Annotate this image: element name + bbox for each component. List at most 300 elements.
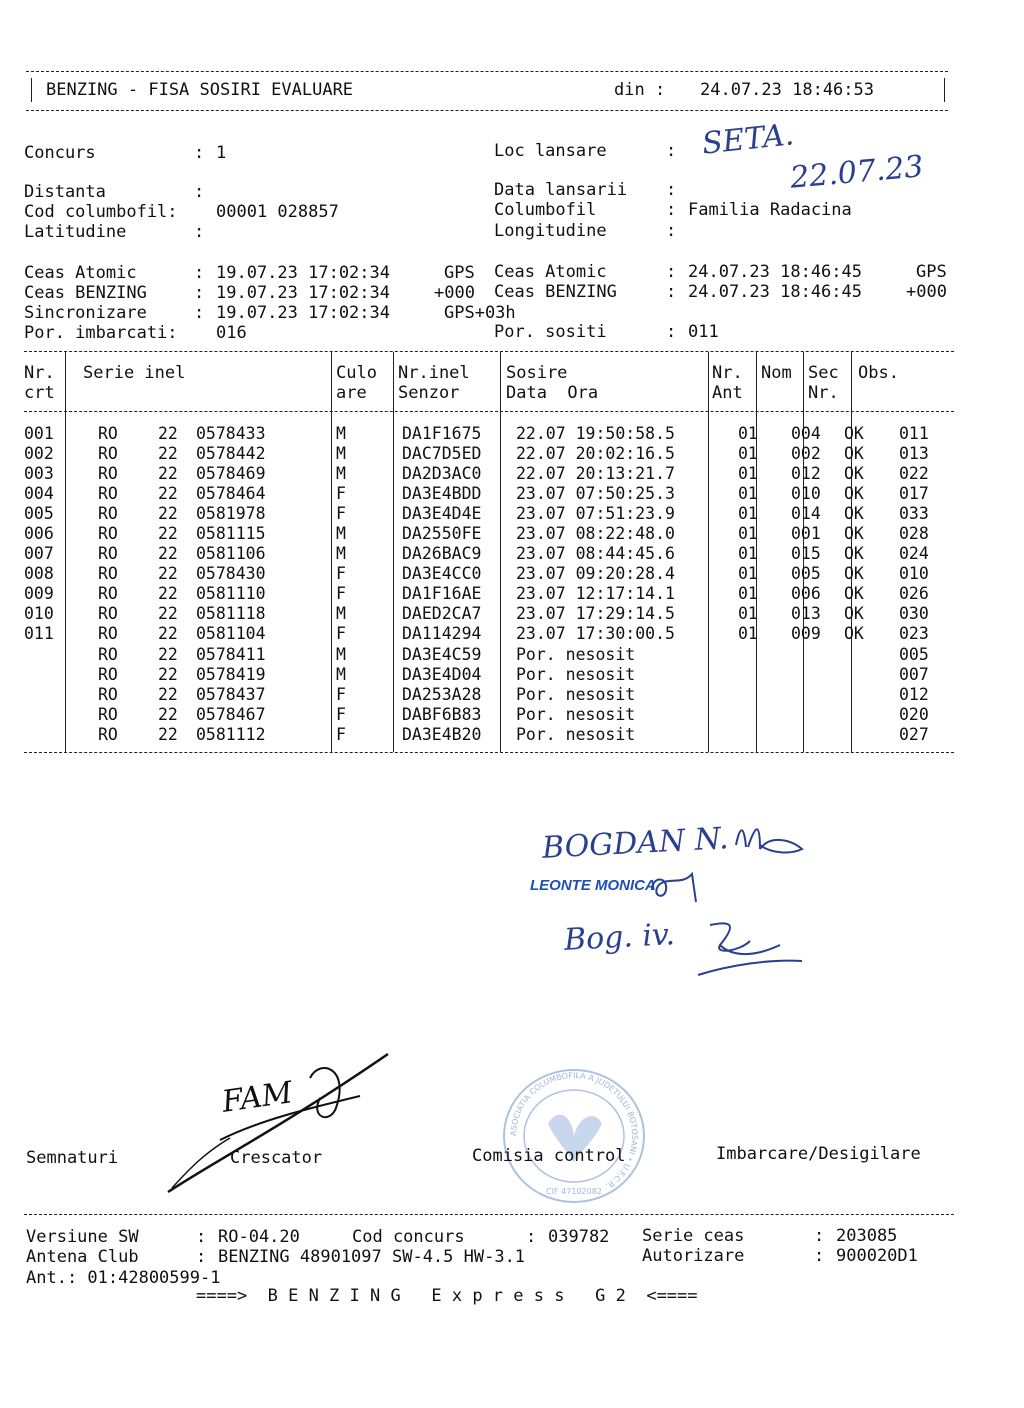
cell-tara: RO bbox=[98, 644, 118, 664]
serie-ceas-value: 203085 bbox=[836, 1226, 898, 1246]
cell-an: 22 bbox=[158, 604, 178, 624]
cell-sec: OK bbox=[844, 483, 864, 503]
colon: : bbox=[666, 221, 677, 241]
cell-inel: 0581106 bbox=[196, 544, 266, 564]
cell-nom: 009 bbox=[791, 624, 821, 644]
header-nr: Nr. bbox=[24, 363, 55, 383]
colon: : bbox=[194, 263, 205, 283]
cell-sex: F bbox=[336, 584, 346, 604]
cell-an: 22 bbox=[158, 584, 178, 604]
header-bottom-border bbox=[26, 110, 948, 111]
cell-nom: 010 bbox=[791, 483, 821, 503]
cell-sec: OK bbox=[844, 503, 864, 523]
cell-obs: 017 bbox=[899, 483, 929, 503]
loc-lansare-handwritten: SETA. bbox=[700, 117, 796, 162]
svg-text:ASOCIATIA COLUMBOFILA A JUDETU bbox=[509, 1071, 639, 1191]
cell-culo bbox=[364, 624, 398, 644]
cell-sosire: Por. nesosit bbox=[516, 724, 636, 744]
colon: : bbox=[196, 1247, 207, 1267]
cell-sosire: 23.07 08:44:45.6 bbox=[516, 544, 675, 564]
cell-tara: RO bbox=[98, 564, 118, 584]
header-right-border bbox=[944, 78, 945, 102]
cell-crt bbox=[24, 724, 90, 744]
cell-obs: 007 bbox=[899, 664, 929, 684]
cell-culo bbox=[364, 463, 398, 483]
cell-crt: 003 bbox=[24, 463, 54, 483]
cell-obs: 022 bbox=[899, 463, 929, 483]
imbarcati-value: 016 bbox=[216, 323, 247, 343]
crescator-signature-icon bbox=[160, 1048, 400, 1198]
cell-tara: RO bbox=[98, 624, 118, 644]
cell-tara: RO bbox=[98, 604, 118, 624]
cell-culo bbox=[364, 684, 398, 704]
cell-senzor: DA3E4D4E bbox=[402, 503, 482, 523]
colon: : bbox=[666, 282, 677, 302]
header-nr-inel: Nr.inel bbox=[398, 363, 470, 383]
cell-nom: 006 bbox=[791, 584, 821, 604]
cell-ant: 01 bbox=[738, 483, 758, 503]
cell-sec: OK bbox=[844, 524, 864, 544]
table-row bbox=[24, 564, 979, 584]
colon: : bbox=[194, 143, 205, 163]
cell-senzor: DA26BAC9 bbox=[402, 544, 482, 564]
cell-ant: 01 bbox=[738, 503, 758, 523]
cell-sosire: Por. nesosit bbox=[516, 704, 636, 724]
cell-culo bbox=[364, 724, 398, 744]
cell-culo bbox=[364, 483, 398, 503]
cell-senzor: DA2D3AC0 bbox=[402, 463, 482, 483]
colon: : bbox=[666, 262, 677, 282]
latitudine-label: Latitudine bbox=[24, 222, 127, 242]
cell-ant bbox=[722, 664, 786, 684]
imbarcati-label: Por. imbarcati: bbox=[24, 323, 178, 343]
header-data-ora: Data Ora bbox=[506, 383, 599, 403]
cell-senzor: DA114294 bbox=[402, 624, 482, 644]
cell-senzor: DA3E4CC0 bbox=[402, 564, 482, 584]
clock-left-label: Ceas BENZING bbox=[24, 283, 147, 303]
cell-an: 22 bbox=[158, 443, 178, 463]
cell-sex: M bbox=[336, 423, 346, 443]
cell-ant: 01 bbox=[738, 544, 758, 564]
cell-obs: 013 bbox=[899, 443, 929, 463]
cell-inel: 0581115 bbox=[196, 524, 266, 544]
data-lansarii-handwritten: 22.07.23 bbox=[788, 149, 925, 196]
cell-sex: F bbox=[336, 564, 346, 584]
cell-an: 22 bbox=[158, 724, 178, 744]
cell-senzor: DA253A28 bbox=[402, 684, 482, 704]
cell-inel: 0578433 bbox=[196, 423, 266, 443]
clock-right-value: 24.07.23 18:46:45 bbox=[688, 262, 862, 282]
cell-an: 22 bbox=[158, 684, 178, 704]
cell-ant bbox=[722, 724, 786, 744]
cell-senzor: DA1F1675 bbox=[402, 423, 482, 443]
table-row bbox=[24, 664, 979, 684]
cell-sex: M bbox=[336, 524, 346, 544]
cell-inel: 0581978 bbox=[196, 503, 266, 523]
clock-left-value: 19.07.23 17:02:34 bbox=[216, 263, 390, 283]
header-senzor: Senzor bbox=[398, 383, 460, 403]
cod-concurs-label: Cod concurs bbox=[352, 1227, 465, 1247]
table-row bbox=[24, 724, 979, 744]
colon: : bbox=[194, 283, 205, 303]
cell-culo bbox=[364, 523, 398, 543]
cell-sosire: Por. nesosit bbox=[516, 684, 636, 704]
cell-nom: 005 bbox=[791, 564, 821, 584]
table-bottom-border bbox=[24, 752, 954, 753]
loc-lansare-label: Loc lansare bbox=[494, 141, 607, 161]
clock-right-suffix: +000 bbox=[906, 282, 947, 302]
cell-an: 22 bbox=[158, 644, 178, 664]
colon: : bbox=[814, 1246, 825, 1266]
cell-sec: OK bbox=[844, 624, 864, 644]
cell-sosire: 22.07 19:50:58.5 bbox=[516, 423, 675, 443]
cell-crt: 001 bbox=[24, 423, 54, 443]
cell-inel: 0578437 bbox=[196, 684, 266, 704]
sositi-value: 011 bbox=[688, 322, 719, 342]
arrivals-table bbox=[24, 423, 979, 745]
header-nr-ant: Nr. bbox=[712, 363, 743, 383]
cell-ant: 01 bbox=[738, 624, 758, 644]
cell-senzor: DA3E4B20 bbox=[402, 724, 482, 744]
concurs-label: Concurs bbox=[24, 143, 96, 163]
cell-an: 22 bbox=[158, 704, 178, 724]
header-ant: Ant bbox=[712, 383, 743, 403]
cell-tara: RO bbox=[98, 664, 118, 684]
cell-senzor: DA3E4C59 bbox=[402, 644, 482, 664]
cell-tara: RO bbox=[98, 704, 118, 724]
clock-left-value: 19.07.23 17:02:34 bbox=[216, 283, 390, 303]
arrivals-table-body bbox=[24, 423, 979, 745]
cell-crt: 009 bbox=[24, 584, 54, 604]
cell-sex: M bbox=[336, 604, 346, 624]
cell-an: 22 bbox=[158, 463, 178, 483]
cell-sosire: 23.07 17:29:14.5 bbox=[516, 604, 675, 624]
colon: : bbox=[194, 303, 205, 323]
cell-crt: 008 bbox=[24, 564, 54, 584]
cell-sec: OK bbox=[844, 544, 864, 564]
cell-sex: M bbox=[336, 443, 346, 463]
cell-sec bbox=[839, 664, 892, 684]
cell-crt bbox=[24, 644, 90, 664]
data-lansarii-label: Data lansarii bbox=[494, 180, 628, 200]
cell-ant: 01 bbox=[738, 443, 758, 463]
cell-sex: M bbox=[336, 544, 346, 564]
cell-nom: 014 bbox=[791, 503, 821, 523]
cell-nom: 004 bbox=[791, 423, 821, 443]
header-crt: crt bbox=[24, 383, 55, 403]
cell-obs: 033 bbox=[899, 503, 929, 523]
cell-nom bbox=[786, 644, 839, 664]
colon: : bbox=[194, 222, 205, 242]
cell-nom: 013 bbox=[791, 604, 821, 624]
cell-ant: 01 bbox=[738, 463, 758, 483]
signature-scribble-icon bbox=[690, 915, 810, 985]
cell-senzor: DA3E4BDD bbox=[402, 483, 482, 503]
cell-sosire: 23.07 17:30:00.5 bbox=[516, 624, 675, 644]
cell-culo bbox=[364, 644, 398, 664]
cell-ant: 01 bbox=[738, 564, 758, 584]
cell-culo bbox=[364, 664, 398, 684]
cell-tara: RO bbox=[98, 584, 118, 604]
colon: : bbox=[666, 141, 677, 161]
cell-sosire: Por. nesosit bbox=[516, 644, 636, 664]
cell-inel: 0578419 bbox=[196, 664, 266, 684]
header-sosire: Sosire bbox=[506, 363, 568, 383]
colon: : bbox=[666, 180, 677, 200]
cell-tara: RO bbox=[98, 684, 118, 704]
colon: : bbox=[526, 1227, 537, 1247]
benzing-express-brand: ====> B E N Z I N G E x p r e s s G 2 <==== bbox=[196, 1286, 698, 1306]
cell-sex: M bbox=[336, 463, 346, 483]
clock-left-value: 19.07.23 17:02:34 bbox=[216, 303, 390, 323]
stamp-cif-text: CIF 47102082 bbox=[546, 1187, 602, 1196]
cell-sosire: 22.07 20:02:16.5 bbox=[516, 443, 675, 463]
colon: : bbox=[196, 1227, 207, 1247]
cell-crt: 002 bbox=[24, 443, 54, 463]
cell-sex: M bbox=[336, 664, 346, 684]
sositi-label: Por. sositi bbox=[494, 322, 607, 342]
cell-an: 22 bbox=[158, 423, 178, 443]
cell-sec: OK bbox=[844, 584, 864, 604]
cell-inel: 0578464 bbox=[196, 483, 266, 503]
cell-nom: 001 bbox=[791, 524, 821, 544]
header-are: are bbox=[336, 383, 367, 403]
cell-tara: RO bbox=[98, 423, 118, 443]
colon: : bbox=[194, 182, 205, 202]
cell-crt bbox=[24, 664, 90, 684]
cell-nom: 015 bbox=[791, 544, 821, 564]
table-row bbox=[24, 483, 979, 503]
cell-nom bbox=[786, 664, 839, 684]
versiune-value: RO-04.20 bbox=[218, 1227, 300, 1247]
cell-senzor: DA1F16AE bbox=[402, 584, 482, 604]
cell-tara: RO bbox=[98, 443, 118, 463]
versiune-label: Versiune SW bbox=[26, 1227, 139, 1247]
cell-culo bbox=[364, 423, 398, 443]
cell-sec bbox=[839, 684, 892, 704]
cell-ant: 01 bbox=[738, 524, 758, 544]
cell-tara: RO bbox=[98, 463, 118, 483]
cell-sec bbox=[839, 704, 892, 724]
semnaturi-label: Semnaturi bbox=[26, 1148, 119, 1168]
table-row bbox=[24, 463, 979, 483]
cell-crt bbox=[24, 704, 90, 724]
cell-sosire: 23.07 08:22:48.0 bbox=[516, 524, 675, 544]
clock-left-suffix: GPS bbox=[444, 263, 475, 283]
table-row bbox=[24, 503, 979, 523]
clock-right-suffix: GPS bbox=[916, 262, 947, 282]
cell-inel: 0578467 bbox=[196, 704, 266, 724]
concurs-value: 1 bbox=[216, 143, 227, 163]
table-row bbox=[24, 443, 979, 463]
table-row bbox=[24, 544, 979, 564]
cell-obs: 005 bbox=[899, 644, 929, 664]
cell-an: 22 bbox=[158, 524, 178, 544]
cell-sex: M bbox=[336, 644, 346, 664]
cell-sosire: 22.07 20:13:21.7 bbox=[516, 463, 675, 483]
cell-an: 22 bbox=[158, 564, 178, 584]
cell-inel: 0581118 bbox=[196, 604, 266, 624]
cell-culo bbox=[364, 604, 398, 624]
cod-concurs-value: 039782 bbox=[548, 1227, 610, 1247]
ant-line: Ant.: 01:42800599-1 bbox=[26, 1268, 221, 1288]
date-label: din : bbox=[614, 80, 666, 100]
cell-sosire: 23.07 07:50:25.3 bbox=[516, 483, 675, 503]
table-row bbox=[24, 584, 979, 604]
comisia-control-label: Comisia control bbox=[472, 1146, 626, 1166]
table-row bbox=[24, 523, 979, 543]
header-sec: Sec bbox=[808, 363, 839, 383]
cell-crt: 004 bbox=[24, 483, 54, 503]
cell-an: 22 bbox=[158, 664, 178, 684]
date-value: 24.07.23 18:46:53 bbox=[700, 80, 874, 100]
clock-right-label: Ceas Atomic bbox=[494, 262, 607, 282]
cell-ant: 01 bbox=[738, 604, 758, 624]
clock-left-label: Sincronizare bbox=[24, 303, 147, 323]
document-title: BENZING - FISA SOSIRI EVALUARE bbox=[46, 80, 354, 100]
cell-nom: 002 bbox=[791, 443, 821, 463]
header-top-border bbox=[26, 71, 948, 72]
cell-sex: F bbox=[336, 483, 346, 503]
table-row bbox=[24, 624, 979, 644]
cod-columbofil-value: 00001 028857 bbox=[216, 202, 339, 222]
cell-sosire: Por. nesosit bbox=[516, 664, 636, 684]
columbofil-label: Columbofil bbox=[494, 200, 597, 220]
cell-obs: 020 bbox=[899, 704, 929, 724]
cell-crt: 010 bbox=[24, 604, 54, 624]
cell-sec bbox=[839, 724, 892, 744]
cod-columbofil-label: Cod columbofil: bbox=[24, 202, 178, 222]
cell-sec: OK bbox=[844, 463, 864, 483]
cell-culo bbox=[364, 584, 398, 604]
cell-sec: OK bbox=[844, 604, 864, 624]
antena-label: Antena Club bbox=[26, 1247, 139, 1267]
cell-obs: 011 bbox=[899, 423, 929, 443]
cell-inel: 0578469 bbox=[196, 463, 266, 483]
cell-ant bbox=[722, 644, 786, 664]
cell-an: 22 bbox=[158, 483, 178, 503]
cell-obs: 027 bbox=[899, 724, 929, 744]
cell-sex: F bbox=[336, 704, 346, 724]
footer-border bbox=[24, 1214, 954, 1215]
cell-obs: 024 bbox=[899, 544, 929, 564]
cell-inel: 0581110 bbox=[196, 584, 266, 604]
cell-obs: 030 bbox=[899, 604, 929, 624]
table-row bbox=[24, 423, 979, 443]
cell-senzor: DABF6B83 bbox=[402, 704, 482, 724]
table-row bbox=[24, 704, 979, 724]
cell-an: 22 bbox=[158, 624, 178, 644]
cell-sex: F bbox=[336, 684, 346, 704]
clock-left-suffix: GPS+03h bbox=[444, 303, 516, 323]
colon: : bbox=[814, 1226, 825, 1246]
cell-ant bbox=[722, 684, 786, 704]
cell-culo bbox=[364, 564, 398, 584]
cell-sex: F bbox=[336, 624, 346, 644]
cell-crt: 006 bbox=[24, 524, 54, 544]
signature-name-bog: Bog. iv. bbox=[563, 917, 676, 958]
signature-scribble-icon bbox=[730, 815, 810, 865]
header-culo: Culo bbox=[336, 363, 377, 383]
header-sec-nr: Nr. bbox=[808, 383, 839, 403]
cell-nom bbox=[786, 684, 839, 704]
cell-sec bbox=[839, 644, 892, 664]
cell-culo bbox=[364, 443, 398, 463]
cell-crt: 005 bbox=[24, 503, 54, 523]
cell-tara: RO bbox=[98, 503, 118, 523]
cell-culo bbox=[364, 704, 398, 724]
cell-ant bbox=[722, 704, 786, 724]
cell-sec: OK bbox=[844, 564, 864, 584]
distanta-label: Distanta bbox=[24, 182, 106, 202]
cell-sec: OK bbox=[844, 423, 864, 443]
cell-culo bbox=[364, 544, 398, 564]
cell-obs: 028 bbox=[899, 524, 929, 544]
header-serie-inel: Serie inel bbox=[83, 363, 186, 383]
cell-tara: RO bbox=[98, 524, 118, 544]
cell-sec: OK bbox=[844, 443, 864, 463]
cell-sex: F bbox=[336, 503, 346, 523]
cell-inel: 0581104 bbox=[196, 624, 266, 644]
cell-sosire: 23.07 07:51:23.9 bbox=[516, 503, 675, 523]
cell-inel: 0578411 bbox=[196, 644, 266, 664]
header-obs: Obs. bbox=[858, 363, 899, 383]
cell-an: 22 bbox=[158, 503, 178, 523]
signature-name-leonte: LEONTE MONICA bbox=[530, 877, 656, 894]
longitudine-label: Longitudine bbox=[494, 221, 607, 241]
cell-nom: 012 bbox=[791, 463, 821, 483]
table-header-border bbox=[24, 411, 954, 412]
cell-obs: 012 bbox=[899, 684, 929, 704]
clock-left-label: Ceas Atomic bbox=[24, 263, 137, 283]
cell-ant: 01 bbox=[738, 584, 758, 604]
cell-senzor: DA3E4D04 bbox=[402, 664, 482, 684]
cell-inel: 0578442 bbox=[196, 443, 266, 463]
cell-nom bbox=[786, 704, 839, 724]
signature-name-bogdan: BOGDAN N. bbox=[541, 821, 730, 866]
table-top-border bbox=[24, 351, 954, 352]
colon: : bbox=[666, 322, 677, 342]
cell-tara: RO bbox=[98, 724, 118, 744]
cell-obs: 010 bbox=[899, 564, 929, 584]
header-nom: Nom bbox=[761, 363, 792, 383]
cell-senzor: DAED2CA7 bbox=[402, 604, 482, 624]
clock-left-suffix: +000 bbox=[434, 283, 475, 303]
stamp-ring-text: ASOCIATIA COLUMBOFILA A JUDETULUI BOTOSANI • U.F.C.R. bbox=[508, 1070, 640, 1191]
crescator-label: Crescator bbox=[230, 1148, 323, 1168]
table-row bbox=[24, 604, 979, 624]
crescator-signature-text: FAM bbox=[219, 1075, 295, 1120]
cell-obs: 026 bbox=[899, 584, 929, 604]
cell-tara: RO bbox=[98, 483, 118, 503]
cell-senzor: DA2550FE bbox=[402, 524, 482, 544]
clock-right-label: Ceas BENZING bbox=[494, 282, 617, 302]
cell-ant: 01 bbox=[738, 423, 758, 443]
cell-inel: 0581112 bbox=[196, 724, 266, 744]
table-row bbox=[24, 684, 979, 704]
cell-senzor: DAC7D5ED bbox=[402, 443, 482, 463]
club-stamp-icon bbox=[498, 1066, 650, 1206]
antena-value: BENZING 48901097 SW-4.5 HW-3.1 bbox=[218, 1247, 526, 1267]
cell-crt bbox=[24, 684, 90, 704]
signature-loop-icon bbox=[648, 866, 708, 906]
table-row bbox=[24, 644, 979, 664]
cell-sex: F bbox=[336, 724, 346, 744]
cell-nom bbox=[786, 724, 839, 744]
imbarcare-label: Imbarcare/Desigilare bbox=[716, 1144, 921, 1164]
header-left-border bbox=[31, 78, 32, 102]
colon: : bbox=[666, 200, 677, 220]
